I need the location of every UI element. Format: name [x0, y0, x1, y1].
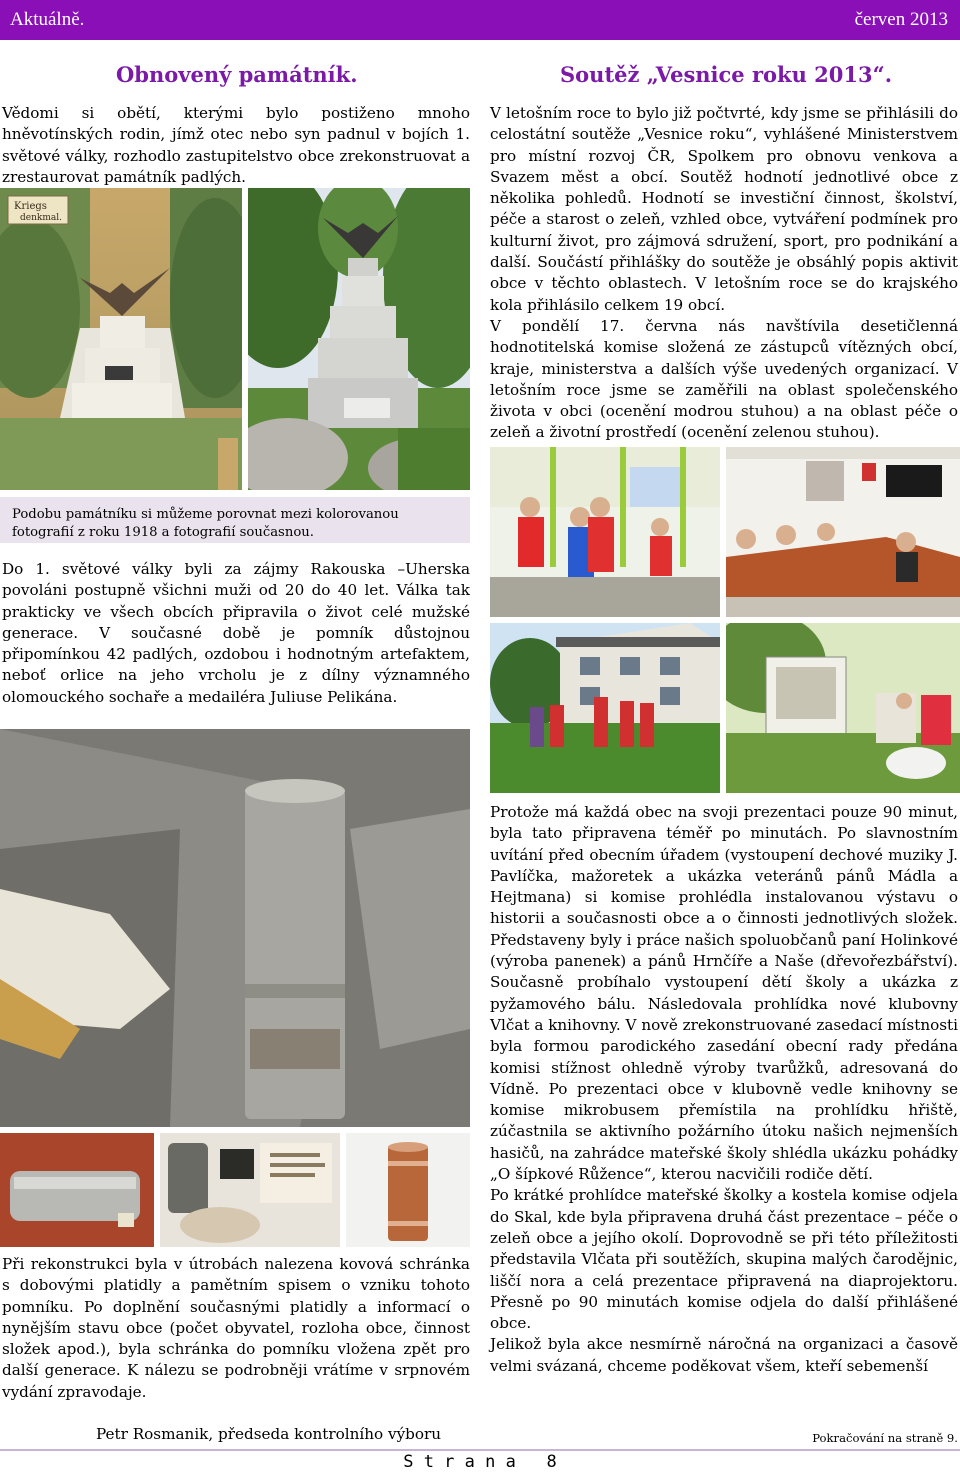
section-label: Aktuálně.: [10, 9, 85, 30]
header-band: [0, 0, 960, 40]
war-text: Do 1. světové války byli za zájmy Rakouska –Uherska povoláni postupně všichni muži od 20 do 40 let. Válka tak prakticky ve všech obcích připravila o život celé mužské generace. V současné době je pomník důstojnou připomínkou 42 padlých, ozdobou i hodnotným artefaktem, neboť orlice na jeho vrcholu je z dílny významného olomouckého sochaře a medailéra Juliuse Pelikána.: [2, 560, 470, 706]
heading-village-contest: Soutěž „Vesnice roku 2013“.: [560, 62, 893, 87]
issue-date: červen 2013: [854, 9, 948, 30]
photo-documents: [160, 1133, 340, 1247]
photo-meeting-room: [726, 447, 960, 617]
contest-text-bottom: Protože má každá obec na svoji prezentaci pouze 90 minut, byla tato připravena téměř po minutách. Po slavnostním uvítání před obecním úřadem (vystoupení dechové muziky J. Pavlíčka, mažoretek a ukázka veteránů pánů Mádla a Hejtmana) si komise prohlédla instalovanou výstavu o historii a současnosti obce a o činnosti jednotlivých složek. Představeny byly i práce našich spoluobčanů paní Holinkové (výroba panenek) a pánů Hrnčíře a Naše (dřevořezbářství). Současně probíhalo vystoupení dětí školy a ukázka z pyžamového bálu. Následovala prohlídka nové klubovny Vlčat a knihovny. V nově zrekonstruované zasedací místnosti byla formou parodického zasedání obecní rady předána komisi stížnost ohledně výroby tvarůžků, adresovaná do Vídně. Po prezentaci obce v klubovně vedle knihovny se komise mikrobusem přemístila na prohlídku hřiště, zúčastnila se aktivního požárního útoku našich nejmenších hasičů, na zahrádce mateřské školy shlédla ukázku pohádky „O šípkové Růžence“, kterou nacvičili rodiče dětí. Po krátké prohlídce mateřské školky a kostela komise odjela do Skal, kde byla připravena druhá část prezentace – péče o zeleň obce a jejího okolí. Doprovodně se při této příležitosti představila Vlčata při soutěžích, skupina malých čarodějnic, liščí nora a celá prezentace připravená na diaprojektoru. Přesně po 90 minutách komise odjela do další přihlášené obce. Jelikož byla akce nesmírně náročná na organizaci a časově velmi svázaná, chceme poděkovat všem, kteří sebemenší: [490, 803, 958, 1375]
photo-memorial-1918: [0, 188, 242, 490]
footer-rule: [0, 1449, 960, 1451]
photo-caption: Podobu památníku si můžeme porovnat mezi kolorovanou fotografií z roku 1918 a fotografií současnou.: [0, 497, 470, 543]
photo-memorial-current: [248, 188, 470, 490]
page-number: S t r a n a 8: [403, 1452, 557, 1472]
old-photo-sign-text: Kriegs: [14, 201, 47, 212]
contest-text-top: V letošním roce to bylo již počtvrté, kdy jsme se přihlásili do celostátní soutěže „Vesnice roku“, vyhlášené Ministerstvem pro místní rozvoj ČR, Spolkem pro obnovu venkova a Svazem měst a obcí. Soutěž hodnotí jednotlivé obce z několika pohledů. Hodnotí se investiční činnost, školství, péče a starost o zeleň, vzhled obce, vytváření podmínek pro kulturní život, pro zájmová sdružení, sport, pro podnikání a další. Součástí přihlášky do soutěže je obsáhlý popis aktivit obce v těchto oblastech. V letošním roce se do krajského kola přihlásilo celkem 19 obcí. V pondělí 17. června nás navštívila desetičlenná hodnotitelská komise složená ze zástupců vítězných obcí, kraje, ministerstva a dalších výše uvedených organizací. V letošním roce jsme se zaměřili na oblast společenského života v obci (ocenění modrou stuhou) a na oblast péče o zeleň a životní prostředí (ocenění zelenou stuhou).: [490, 104, 958, 442]
svg-text:denkmal.: denkmal.: [20, 213, 62, 223]
continued-link[interactable]: Pokračování na straně 9.: [812, 1431, 958, 1445]
memorial-intro: Vědomi si obětí, kterými bylo postiženo mnoho hněvotínských rodin, jímž otec nebo syn padnul v bojích 1. světové války, rozhodlo zastupitelstvo obce zrekonstruovat a zrestaurovat památník padlých.: [2, 104, 470, 186]
heading-memorial: Obnovený památník.: [116, 62, 358, 87]
signature: Petr Rosmanik, předseda kontrolního výboru: [96, 1425, 442, 1443]
capsule-text: Při rekonstrukci byla v útrobách nalezena kovová schránka s dobovými platidly a pamětním spisem o vzniku tohoto pomníku. Po doplnění současnými platidly a informací o nynějším stavu obce (počet obyvatel, rozloha obce, činnost složek apod.), byla schránka do pomníku vložena zpět pro další generace. K nálezu se podrobněji vrátíme v srpnovém vydání zpravodaje.: [2, 1255, 470, 1401]
photo-village-office: [490, 623, 720, 793]
photo-garden-show: [726, 623, 960, 793]
photo-exhibition-room: [490, 447, 720, 617]
photo-copper-capsule: [346, 1133, 470, 1247]
photo-time-capsule: [0, 729, 470, 1127]
photo-coins-box: [0, 1133, 154, 1247]
